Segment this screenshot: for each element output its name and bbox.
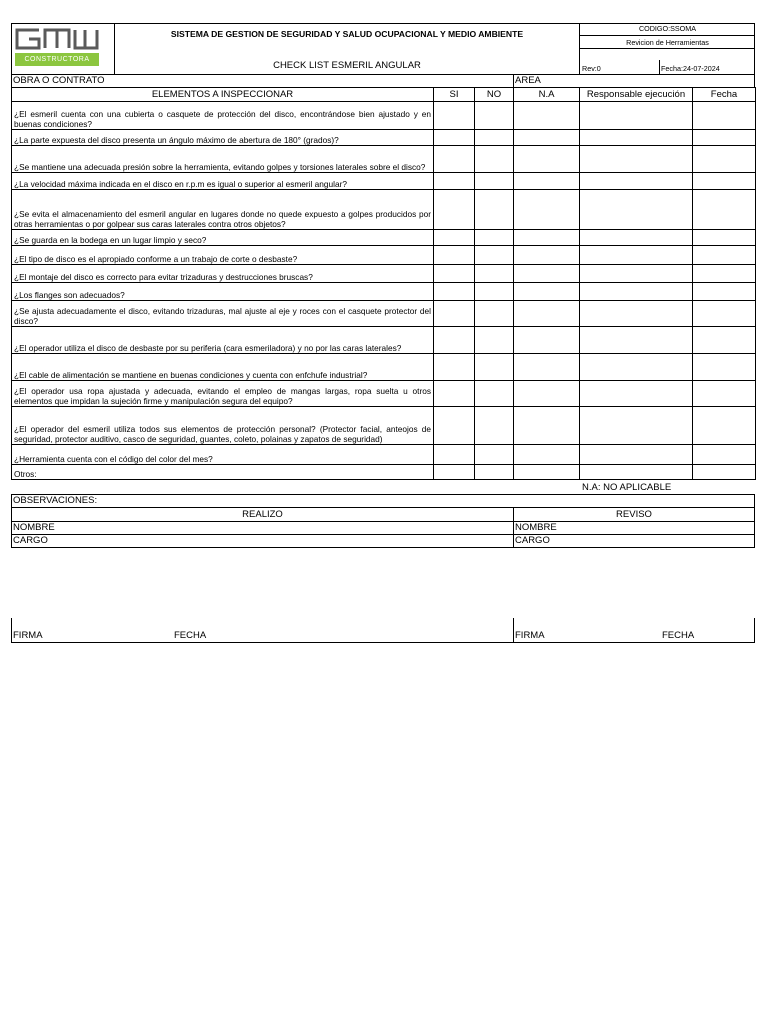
observaciones-row (11, 494, 755, 508)
answer-cell-fecha[interactable] (693, 102, 756, 130)
answer-cell-no[interactable] (475, 173, 514, 190)
answer-cell-no[interactable] (475, 190, 514, 230)
item-question: ¿Los flanges son adecuados? (12, 283, 434, 301)
answer-cell-no[interactable] (475, 283, 514, 301)
logo-subtext: CONSTRUCTORA (15, 53, 99, 66)
answer-cell-si[interactable] (434, 173, 475, 190)
answer-cell-responsable[interactable] (580, 407, 693, 445)
answer-cell-si[interactable] (434, 283, 475, 301)
answer-cell-responsable[interactable] (580, 381, 693, 407)
obra-label: OBRA O CONTRATO (13, 75, 105, 86)
table-row (12, 381, 756, 407)
item-question: ¿El tipo de disco es el apropiado conforme a un trabajo de corte o desbaste? (12, 246, 434, 265)
rev-label: Rev:0 (582, 64, 601, 73)
answer-cell-responsable[interactable] (580, 354, 693, 381)
answer-cell-fecha[interactable] (693, 230, 756, 246)
na-note: N.A: NO APLICABLE (582, 482, 672, 493)
table-row (12, 465, 756, 480)
area-label: AREA (515, 75, 541, 86)
fecha-realizo[interactable]: FECHA (174, 630, 207, 641)
answer-cell-si[interactable] (434, 445, 475, 465)
answer-cell-no[interactable] (475, 301, 514, 327)
answer-cell-fecha[interactable] (693, 445, 756, 465)
table-row (12, 265, 756, 283)
answer-cell-responsable[interactable] (580, 190, 693, 230)
answer-cell-fecha[interactable] (693, 301, 756, 327)
answer-cell-na[interactable] (514, 354, 580, 381)
item-question: ¿El montaje del disco es correcto para evitar trizaduras y destrucciones bruscas? (12, 265, 434, 283)
nombre-reviso[interactable]: NOMBRE (515, 522, 557, 533)
table-row (12, 246, 756, 265)
answer-cell-responsable[interactable] (580, 445, 693, 465)
table-row (12, 190, 756, 230)
answer-cell-na[interactable] (514, 190, 580, 230)
answer-cell-no[interactable] (475, 327, 514, 354)
answer-cell-si[interactable] (434, 246, 475, 265)
system-title: SISTEMA DE GESTION DE SEGURIDAD Y SALUD OCUPACIONAL Y MEDIO AMBIENTE (170, 29, 524, 39)
answer-cell-si[interactable] (434, 146, 475, 173)
item-question: Otros: (12, 465, 434, 480)
table-row (12, 407, 756, 445)
answer-cell-si[interactable] (434, 265, 475, 283)
company-logo (15, 28, 99, 50)
answer-cell-si[interactable] (434, 230, 475, 246)
revision-title: Revicion de Herramientas (626, 38, 709, 47)
item-question: ¿La velocidad máxima indicada en el disco en r.p.m es igual o superior al esmeril angular? (12, 173, 434, 190)
firma-reviso[interactable]: FIRMA (515, 630, 545, 641)
reviso-label: REVISO (616, 509, 652, 520)
answer-cell-si[interactable] (434, 381, 475, 407)
answer-cell-si[interactable] (434, 130, 475, 146)
answer-cell-no[interactable] (475, 354, 514, 381)
answer-cell-responsable[interactable] (580, 173, 693, 190)
answer-cell-na[interactable] (514, 130, 580, 146)
nombre-realizo[interactable]: NOMBRE (13, 522, 55, 533)
item-question: ¿El operador utiliza el disco de desbaste por su periferia (cara esmeriladora) y no por las caras laterales? (12, 327, 434, 354)
answer-cell-fecha[interactable] (693, 327, 756, 354)
table-row (12, 301, 756, 327)
col-fecha: Fecha (693, 88, 756, 102)
table-row (12, 445, 756, 465)
answer-cell-na[interactable] (514, 173, 580, 190)
answer-cell-responsable[interactable] (580, 146, 693, 173)
answer-cell-responsable[interactable] (580, 265, 693, 283)
cargo-reviso[interactable]: CARGO (515, 535, 550, 546)
answer-cell-no[interactable] (475, 465, 514, 480)
answer-cell-no[interactable] (475, 230, 514, 246)
divider (659, 60, 660, 75)
answer-cell-na[interactable] (514, 102, 580, 130)
answer-cell-fecha[interactable] (693, 354, 756, 381)
answer-cell-responsable[interactable] (580, 283, 693, 301)
answer-cell-fecha[interactable] (693, 407, 756, 445)
firma-realizo[interactable]: FIRMA (13, 630, 43, 641)
answer-cell-no[interactable] (475, 265, 514, 283)
table-row (12, 102, 756, 130)
col-items: ELEMENTOS A INSPECCIONAR (12, 88, 434, 102)
cargo-realizo[interactable]: CARGO (13, 535, 48, 546)
answer-cell-si[interactable] (434, 354, 475, 381)
item-question: ¿El cable de alimentación se mantiene en buenas condiciones y cuenta con enfchufe industrial? (12, 354, 434, 381)
item-question: ¿Se mantiene una adecuada presión sobre la herramienta, evitando golpes y torsiones laterales sobre el disco? (12, 146, 434, 173)
answer-cell-fecha[interactable] (693, 246, 756, 265)
answer-cell-fecha[interactable] (693, 190, 756, 230)
answer-cell-na[interactable] (514, 327, 580, 354)
answer-cell-na[interactable] (514, 445, 580, 465)
answer-cell-na[interactable] (514, 246, 580, 265)
item-question: ¿Se guarda en la bodega en un lugar limpio y seco? (12, 230, 434, 246)
answer-cell-na[interactable] (514, 465, 580, 480)
fecha-reviso[interactable]: FECHA (662, 630, 695, 641)
answer-cell-na[interactable] (514, 407, 580, 445)
table-row (12, 354, 756, 381)
answer-cell-no[interactable] (475, 246, 514, 265)
items-body (12, 102, 756, 480)
answer-cell-responsable[interactable] (580, 246, 693, 265)
col-si: SI (434, 88, 475, 102)
answer-cell-no[interactable] (475, 407, 514, 445)
table-row (12, 173, 756, 190)
answer-cell-fecha[interactable] (693, 173, 756, 190)
nombre-row (11, 521, 755, 535)
answer-cell-no[interactable] (475, 146, 514, 173)
checklist-title: CHECK LIST ESMERIL ANGULAR (273, 60, 421, 71)
answer-cell-fecha[interactable] (693, 465, 756, 480)
codigo-label: CODIGO:SSOMA (638, 24, 697, 33)
divider (580, 35, 755, 36)
answer-cell-no[interactable] (475, 381, 514, 407)
table-row (12, 130, 756, 146)
divider (580, 48, 755, 49)
answer-cell-na[interactable] (514, 381, 580, 407)
answer-cell-si[interactable] (434, 327, 475, 354)
answer-cell-na[interactable] (514, 283, 580, 301)
answer-cell-si[interactable] (434, 407, 475, 445)
answer-cell-si[interactable] (434, 190, 475, 230)
answer-cell-no[interactable] (475, 102, 514, 130)
col-responsable: Responsable ejecución (580, 88, 693, 102)
table-row (12, 146, 756, 173)
answer-cell-responsable[interactable] (580, 301, 693, 327)
table-row (12, 230, 756, 246)
answer-cell-si[interactable] (434, 102, 475, 130)
answer-cell-fecha[interactable] (693, 130, 756, 146)
answer-cell-responsable[interactable] (580, 327, 693, 354)
answer-cell-si[interactable] (434, 301, 475, 327)
answer-cell-si[interactable] (434, 465, 475, 480)
observaciones-label: OBSERVACIONES: (13, 495, 98, 506)
answer-cell-responsable[interactable] (580, 230, 693, 246)
item-question: ¿El operador usa ropa ajustada y adecuada, evitando el empleo de mangas largas, ropa suelta u otros elementos que impidan la sujeción firme y manipulación segura del equipo? (12, 381, 434, 407)
answer-cell-na[interactable] (514, 301, 580, 327)
table-row (12, 327, 756, 354)
item-question: ¿Herramienta cuenta con el código del color del mes? (12, 445, 434, 465)
item-question: ¿Se ajusta adecuadamente el disco, evitando trizaduras, mal ajuste al eje y roces con el casquete protector del disco? (12, 301, 434, 327)
answer-cell-na[interactable] (514, 146, 580, 173)
realizo-label: REALIZO (242, 509, 283, 520)
divider (513, 618, 514, 643)
signature-area (11, 618, 755, 643)
col-no: NO (475, 88, 514, 102)
item-question: ¿El esmeril cuenta con una cubierta o casquete de protección del disco, encontrándose bien ajustado y en buenas condiciones? (12, 102, 434, 130)
item-question: ¿Se evita el almacenamiento del esmeril angular en lugares donde no quede expuesto a golpes producidos por otras herramientas o por golpear sus caras laterales contra otros objetos? (12, 190, 434, 230)
answer-cell-responsable[interactable] (580, 102, 693, 130)
logo-cell (11, 23, 115, 75)
answer-cell-na[interactable] (514, 230, 580, 246)
table-header-row (12, 88, 756, 102)
inspection-table (11, 87, 756, 480)
table-row (12, 283, 756, 301)
col-na: N.A (514, 88, 580, 102)
answer-cell-na[interactable] (514, 265, 580, 283)
item-question: ¿La parte expuesta del disco presenta un ángulo máximo de abertura de 180° (grados)? (12, 130, 434, 146)
answer-cell-responsable[interactable] (580, 130, 693, 146)
answer-cell-fecha[interactable] (693, 265, 756, 283)
cargo-row (11, 534, 755, 548)
answer-cell-fecha[interactable] (693, 146, 756, 173)
answer-cell-no[interactable] (475, 445, 514, 465)
answer-cell-no[interactable] (475, 130, 514, 146)
fecha-label: Fecha:24-07-2024 (661, 64, 720, 73)
answer-cell-fecha[interactable] (693, 381, 756, 407)
answer-cell-fecha[interactable] (693, 283, 756, 301)
item-question: ¿El operador del esmeril utiliza todos sus elementos de protección personal? (Protector facial, anteojos de seguridad, protector auditivo, casco de seguridad, guantes, coleto, polainas y zapatos de seguridad) (12, 407, 434, 445)
answer-cell-responsable[interactable] (580, 465, 693, 480)
